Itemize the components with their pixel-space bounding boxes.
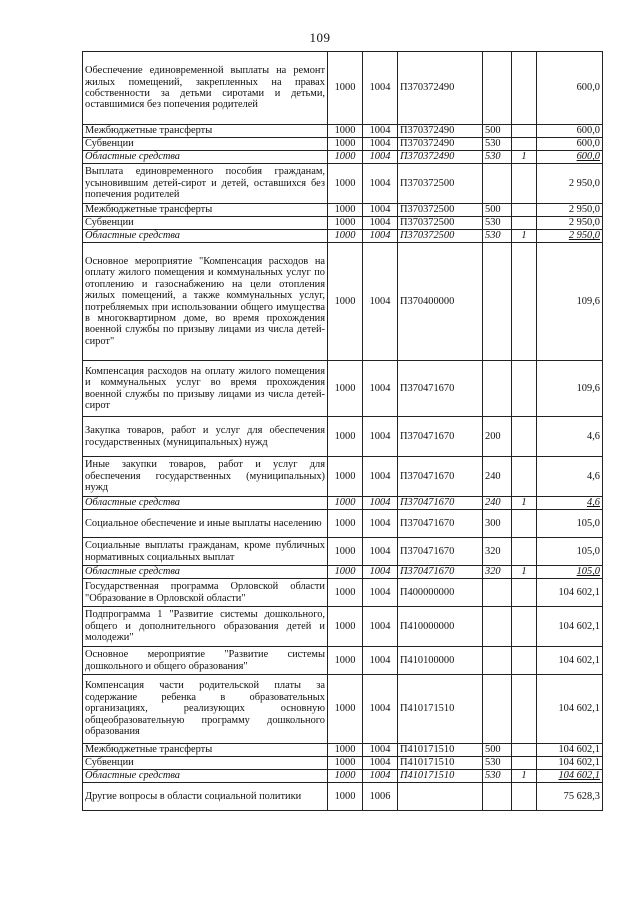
- row-expense-type: 320: [483, 538, 512, 566]
- row-funding-code: [512, 607, 537, 647]
- row-expense-type: 530: [483, 757, 512, 770]
- row-name: Межбюджетные трансферты: [83, 204, 328, 217]
- row-target-article: П370471670: [398, 510, 483, 538]
- row-name: Подпрограмма 1 "Развитие системы дошкольного, общего и дополнительного образования детей и молодежи": [83, 607, 328, 647]
- row-name: Субвенции: [83, 757, 328, 770]
- table-row: [83, 770, 603, 783]
- table-row: [83, 125, 603, 138]
- row-target-article: П370471670: [398, 538, 483, 566]
- row-name: Компенсация части родительской платы за содержание ребенка в образовательных организациях, реализующих основную общеобразовательную программу дошкольного образования: [83, 675, 328, 744]
- row-expense-type: [483, 164, 512, 204]
- row-section-code: 1000: [328, 783, 363, 811]
- row-target-article: П370471670: [398, 361, 483, 417]
- row-expense-type: 530: [483, 151, 512, 164]
- row-amount: 600,0: [537, 52, 603, 125]
- row-subsection-code: 1004: [363, 417, 398, 457]
- row-section-code: 1000: [328, 217, 363, 230]
- row-name: Межбюджетные трансферты: [83, 744, 328, 757]
- row-name: Выплата единовременного пособия гражданам, усыновившим детей-сирот и детей, оставшихся без попечения родителей: [83, 164, 328, 204]
- row-expense-type: [483, 647, 512, 675]
- row-target-article: П410171510: [398, 770, 483, 783]
- row-expense-type: [483, 675, 512, 744]
- row-subsection-code: 1006: [363, 783, 398, 811]
- table-row: [83, 607, 603, 647]
- row-section-code: 1000: [328, 138, 363, 151]
- row-amount: 105,0: [537, 510, 603, 538]
- row-expense-type: [483, 783, 512, 811]
- row-target-article: П370372490: [398, 138, 483, 151]
- row-funding-code: [512, 510, 537, 538]
- row-name: Социальные выплаты гражданам, кроме публичных нормативных социальных выплат: [83, 538, 328, 566]
- table-row: [83, 675, 603, 744]
- table-row: [83, 457, 603, 497]
- row-target-article: П370372500: [398, 230, 483, 243]
- table-row: [83, 361, 603, 417]
- table-row: [83, 151, 603, 164]
- table-row: [83, 497, 603, 510]
- row-name: Субвенции: [83, 217, 328, 230]
- row-amount: 4,6: [537, 417, 603, 457]
- row-name: Основное мероприятие "Развитие системы дошкольного и общего образования": [83, 647, 328, 675]
- row-amount: 600,0: [537, 138, 603, 151]
- row-section-code: 1000: [328, 675, 363, 744]
- row-funding-code: [512, 647, 537, 675]
- row-target-article: П410000000: [398, 607, 483, 647]
- row-section-code: 1000: [328, 457, 363, 497]
- row-target-article: П410171510: [398, 757, 483, 770]
- row-funding-code: 1: [512, 497, 537, 510]
- row-section-code: 1000: [328, 52, 363, 125]
- row-name: Межбюджетные трансферты: [83, 125, 328, 138]
- row-target-article: П370471670: [398, 457, 483, 497]
- row-subsection-code: 1004: [363, 538, 398, 566]
- row-expense-type: 500: [483, 125, 512, 138]
- row-amount: 75 628,3: [537, 783, 603, 811]
- row-target-article: П370372500: [398, 204, 483, 217]
- row-target-article: П370471670: [398, 497, 483, 510]
- row-funding-code: [512, 138, 537, 151]
- row-expense-type: 320: [483, 566, 512, 579]
- row-expense-type: 530: [483, 770, 512, 783]
- row-funding-code: [512, 243, 537, 361]
- row-expense-type: [483, 52, 512, 125]
- row-target-article: П410171510: [398, 744, 483, 757]
- row-section-code: 1000: [328, 417, 363, 457]
- row-expense-type: 300: [483, 510, 512, 538]
- budget-table-body: [83, 52, 603, 811]
- row-subsection-code: 1004: [363, 457, 398, 497]
- row-subsection-code: 1004: [363, 164, 398, 204]
- row-name: Областные средства: [83, 497, 328, 510]
- row-amount: 2 950,0: [537, 217, 603, 230]
- row-amount: 105,0: [537, 566, 603, 579]
- table-row: [83, 138, 603, 151]
- row-subsection-code: 1004: [363, 243, 398, 361]
- row-subsection-code: 1004: [363, 497, 398, 510]
- row-amount: 104 602,1: [537, 607, 603, 647]
- row-funding-code: [512, 675, 537, 744]
- row-subsection-code: 1004: [363, 510, 398, 538]
- row-subsection-code: 1004: [363, 770, 398, 783]
- row-expense-type: 500: [483, 744, 512, 757]
- row-section-code: 1000: [328, 770, 363, 783]
- row-amount: 104 602,1: [537, 770, 603, 783]
- row-funding-code: [512, 538, 537, 566]
- row-expense-type: 530: [483, 230, 512, 243]
- row-name: Другие вопросы в области социальной политики: [83, 783, 328, 811]
- row-funding-code: [512, 361, 537, 417]
- row-section-code: 1000: [328, 230, 363, 243]
- row-target-article: П370372490: [398, 125, 483, 138]
- row-funding-code: [512, 579, 537, 607]
- row-funding-code: [512, 204, 537, 217]
- row-section-code: 1000: [328, 647, 363, 675]
- row-name: Областные средства: [83, 151, 328, 164]
- row-subsection-code: 1004: [363, 230, 398, 243]
- row-target-article: П410171510: [398, 675, 483, 744]
- row-subsection-code: 1004: [363, 217, 398, 230]
- row-target-article: П410100000: [398, 647, 483, 675]
- row-section-code: 1000: [328, 744, 363, 757]
- row-name: Социальное обеспечение и иные выплаты населению: [83, 510, 328, 538]
- row-section-code: 1000: [328, 579, 363, 607]
- row-name: Обеспечение единовременной выплаты на ремонт жилых помещений, закрепленных на правах собственности за детьми сиротами и детьми, оставшимися без попечения родителей: [83, 52, 328, 125]
- row-expense-type: 240: [483, 497, 512, 510]
- row-amount: 2 950,0: [537, 164, 603, 204]
- row-amount: 104 602,1: [537, 744, 603, 757]
- row-amount: 104 602,1: [537, 647, 603, 675]
- row-funding-code: [512, 783, 537, 811]
- row-amount: 2 950,0: [537, 230, 603, 243]
- row-expense-type: 240: [483, 457, 512, 497]
- row-section-code: 1000: [328, 566, 363, 579]
- row-amount: 105,0: [537, 538, 603, 566]
- row-subsection-code: 1004: [363, 579, 398, 607]
- table-row: [83, 566, 603, 579]
- row-subsection-code: 1004: [363, 52, 398, 125]
- row-subsection-code: 1004: [363, 125, 398, 138]
- row-section-code: 1000: [328, 125, 363, 138]
- row-section-code: 1000: [328, 204, 363, 217]
- row-subsection-code: 1004: [363, 675, 398, 744]
- row-funding-code: [512, 217, 537, 230]
- row-expense-type: 530: [483, 217, 512, 230]
- row-funding-code: [512, 125, 537, 138]
- row-section-code: 1000: [328, 510, 363, 538]
- row-subsection-code: 1004: [363, 744, 398, 757]
- row-amount: 4,6: [537, 497, 603, 510]
- row-name: Иные закупки товаров, работ и услуг для обеспечения государственных (муниципальных) нужд: [83, 457, 328, 497]
- table-row: [83, 510, 603, 538]
- row-name: Закупка товаров, работ и услуг для обеспечения государственных (муниципальных) нужд: [83, 417, 328, 457]
- row-name: Основное мероприятие "Компенсация расходов на оплату жилого помещения и коммунальных услуг по отоплению и газоснабжению на цели отопления жилых помещений, а также коммунальных услуг, потребляемых при использовании общего имущества в многоквартирном доме, во время прохождения военной службы по призыву лицами из числа детей-сирот": [83, 243, 328, 361]
- row-subsection-code: 1004: [363, 138, 398, 151]
- row-funding-code: 1: [512, 230, 537, 243]
- row-subsection-code: 1004: [363, 607, 398, 647]
- row-funding-code: [512, 417, 537, 457]
- row-target-article: П370372500: [398, 217, 483, 230]
- row-expense-type: 200: [483, 417, 512, 457]
- row-target-article: [398, 783, 483, 811]
- row-amount: 104 602,1: [537, 675, 603, 744]
- row-target-article: П370372490: [398, 151, 483, 164]
- table-row: [83, 217, 603, 230]
- row-section-code: 1000: [328, 538, 363, 566]
- budget-table: [82, 51, 603, 811]
- row-section-code: 1000: [328, 757, 363, 770]
- row-amount: 109,6: [537, 243, 603, 361]
- row-name: Областные средства: [83, 566, 328, 579]
- row-subsection-code: 1004: [363, 361, 398, 417]
- row-target-article: П370372490: [398, 52, 483, 125]
- row-section-code: 1000: [328, 607, 363, 647]
- row-funding-code: [512, 164, 537, 204]
- row-subsection-code: 1004: [363, 204, 398, 217]
- row-name: Компенсация расходов на оплату жилого помещения и коммунальных услуг во время прохождения военной службы по призыву лицами из числа детей-сирот: [83, 361, 328, 417]
- row-subsection-code: 1004: [363, 566, 398, 579]
- row-funding-code: 1: [512, 566, 537, 579]
- table-row: [83, 757, 603, 770]
- table-row: [83, 204, 603, 217]
- row-target-article: П370400000: [398, 243, 483, 361]
- row-section-code: 1000: [328, 361, 363, 417]
- row-target-article: П370471670: [398, 566, 483, 579]
- row-target-article: П400000000: [398, 579, 483, 607]
- row-subsection-code: 1004: [363, 757, 398, 770]
- row-section-code: 1000: [328, 151, 363, 164]
- row-funding-code: [512, 744, 537, 757]
- row-funding-code: [512, 757, 537, 770]
- table-row: [83, 52, 603, 125]
- row-amount: 600,0: [537, 151, 603, 164]
- row-amount: 104 602,1: [537, 757, 603, 770]
- row-expense-type: [483, 361, 512, 417]
- row-amount: 2 950,0: [537, 204, 603, 217]
- row-expense-type: [483, 607, 512, 647]
- row-expense-type: 530: [483, 138, 512, 151]
- row-funding-code: 1: [512, 770, 537, 783]
- row-subsection-code: 1004: [363, 151, 398, 164]
- table-row: [83, 243, 603, 361]
- row-funding-code: 1: [512, 151, 537, 164]
- row-expense-type: [483, 243, 512, 361]
- row-amount: 109,6: [537, 361, 603, 417]
- row-name: Субвенции: [83, 138, 328, 151]
- row-expense-type: 500: [483, 204, 512, 217]
- row-name: Областные средства: [83, 230, 328, 243]
- row-section-code: 1000: [328, 497, 363, 510]
- table-row: [83, 647, 603, 675]
- table-row: [83, 230, 603, 243]
- row-amount: 600,0: [537, 125, 603, 138]
- table-row: [83, 164, 603, 204]
- row-subsection-code: 1004: [363, 647, 398, 675]
- row-target-article: П370372500: [398, 164, 483, 204]
- row-funding-code: [512, 52, 537, 125]
- row-amount: 104 602,1: [537, 579, 603, 607]
- page-number: 109: [309, 30, 331, 45]
- table-row: [83, 417, 603, 457]
- row-section-code: 1000: [328, 164, 363, 204]
- row-name: Областные средства: [83, 770, 328, 783]
- table-row: [83, 744, 603, 757]
- row-expense-type: [483, 579, 512, 607]
- table-row: [83, 538, 603, 566]
- row-name: Государственная программа Орловской области "Образование в Орловской области": [83, 579, 328, 607]
- table-row: [83, 783, 603, 811]
- row-amount: 4,6: [537, 457, 603, 497]
- row-funding-code: [512, 457, 537, 497]
- row-target-article: П370471670: [398, 417, 483, 457]
- table-row: [83, 579, 603, 607]
- row-section-code: 1000: [328, 243, 363, 361]
